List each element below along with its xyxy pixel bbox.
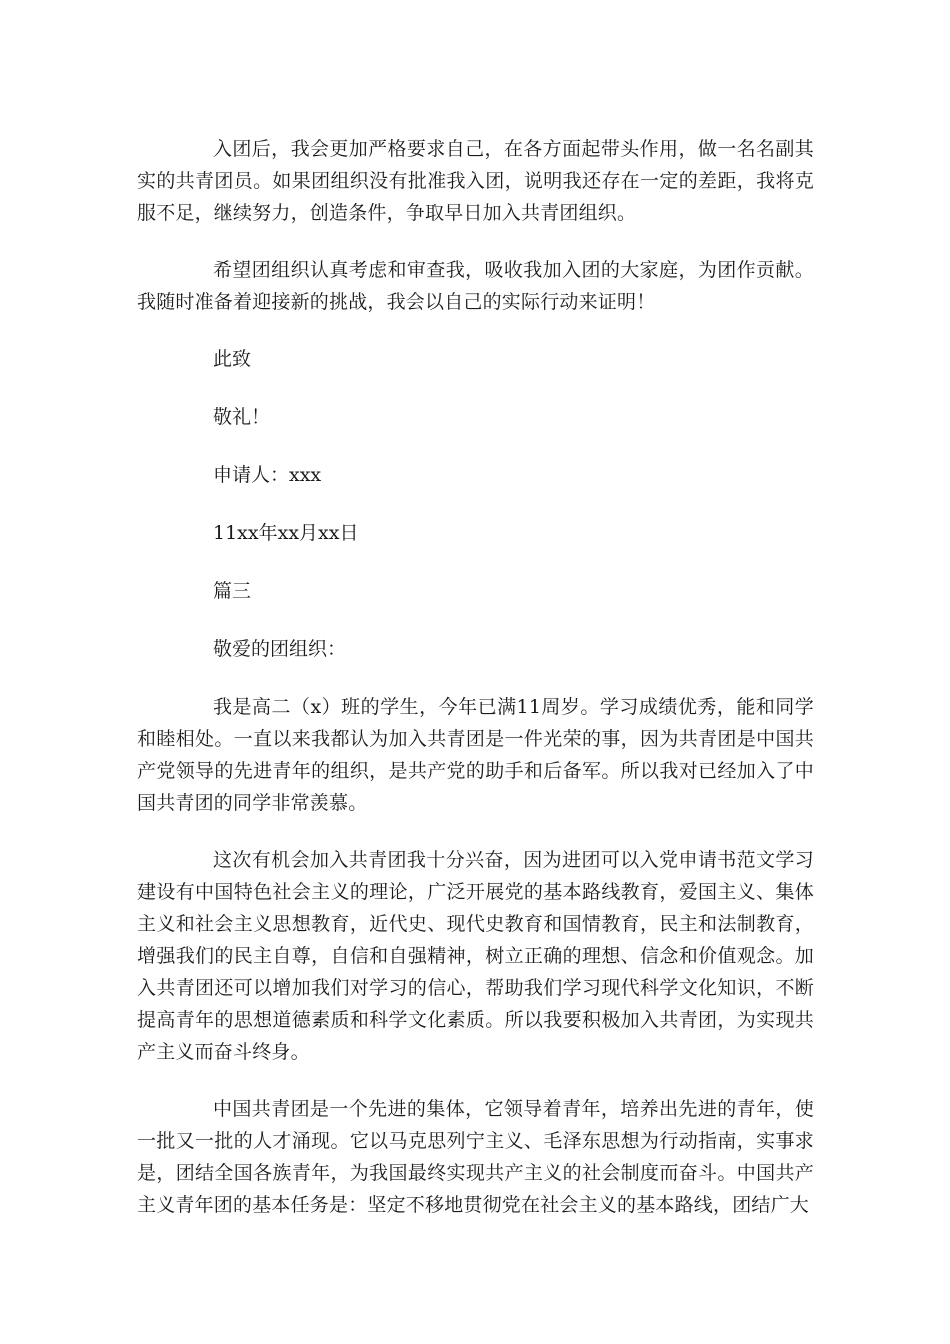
section-title: 篇三 [213, 580, 252, 602]
paragraph: 希望团组织认真考虑和审查我，吸收我加入团的大家庭，为团作贡献。我随时准备着迎接新的挑战，我会以自己的实际行动来证明！ [137, 259, 814, 313]
paragraph: 入团后，我会更加严格要求自己，在各方面起带头作用，做一名名副其实的共青团员。如果团组织没有批准我入团，说明我还存在一定的差距，我将克服不足，继续努力，创造条件，争取早日加入共青团组织。 [137, 138, 814, 224]
greeting-line: 敬爱的团组织： [213, 638, 347, 660]
closing-line: 此致 [213, 348, 252, 370]
salute-line: 敬礼！ [213, 406, 271, 428]
paragraph: 这次有机会加入共青团我十分兴奋，因为进团可以入党申请书范文学习建设有中国特色社会主义的理论，广泛开展党的基本路线教育，爱国主义、集体主义和社会主义思想教育，近代史、现代史教育和国情教育，民主和法制教育，增强我们的民主自尊，自信和自强精神，树立正确的理想、信念和价值观念。加入共青团还可以增加我们对学习的信心，帮助我们学习现代科学文化知识，不断提高青年的思想道德素质和科学文化素质。所以我要积极加入共青团，为实现共产主义而奋斗终身。 [137, 849, 814, 1063]
date-line: 11xx年xx月xx日 [213, 522, 359, 544]
applicant-line: 申请人：xxx [213, 464, 322, 486]
document-body [137, 133, 814, 1246]
paragraph: 我是高二（x）班的学生，今年已满11周岁。学习成绩优秀，能和同学和睦相处。一直以来我都认为加入共青团是一件光荣的事，因为共青团是中国共产党领导的先进青年的组织，是共产党的助手和后备军。所以我对已经加入了中国共青团的同学非常羡慕。 [137, 696, 814, 814]
paragraph: 中国共青团是一个先进的集体，它领导着青年，培养出先进的青年，使一批又一批的人才涌现。它以马克思列宁主义、毛泽东思想为行动指南，实事求是，团结全国各族青年，为我国最终实现共产主义的社会制度而奋斗。中国共产主义青年团的基本任务是：坚定不移地贯彻党在社会主义的基本路线，团结广大 [137, 1098, 814, 1216]
